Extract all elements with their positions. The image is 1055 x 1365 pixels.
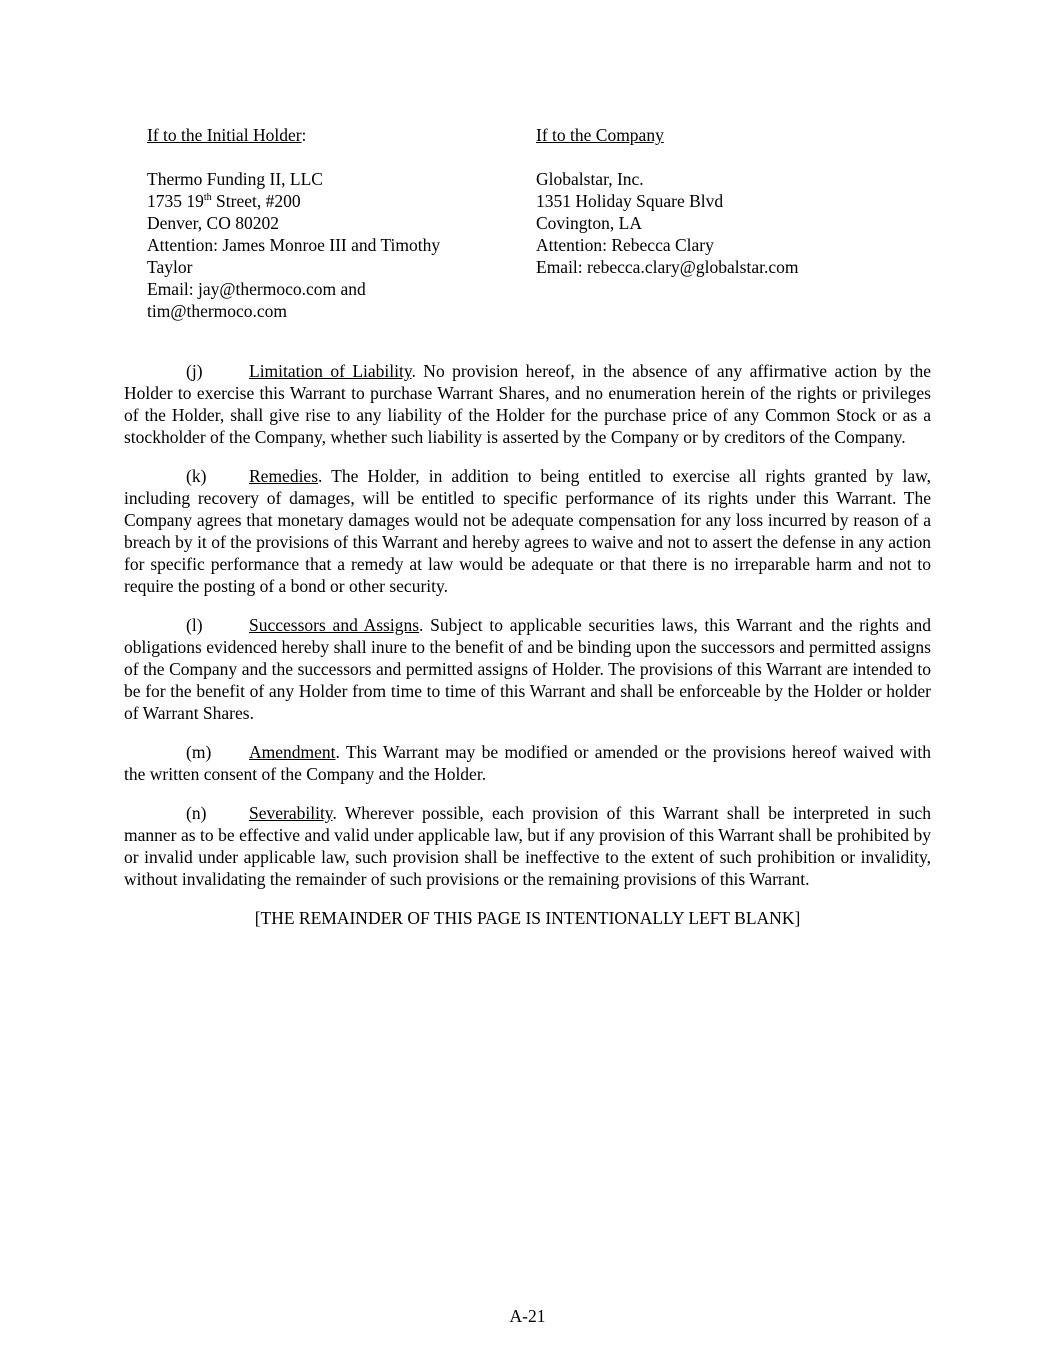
initial-holder-attention-cont: Taylor	[147, 257, 193, 277]
initial-holder-email: Email: jay@thermoco.com and	[147, 279, 366, 299]
company-email: Email: rebecca.clary@globalstar.com	[536, 257, 799, 277]
intentionally-blank-notice: [THE REMAINDER OF THIS PAGE IS INTENTIONALLY LEFT BLANK]	[254, 908, 801, 928]
company-street: 1351 Holiday Square Blvd	[536, 191, 724, 211]
section-title: Limitation of Liability	[249, 361, 412, 381]
initial-holder-email-cont: tim@thermoco.com	[147, 301, 288, 321]
company-city: Covington, LA	[536, 213, 642, 233]
initial-holder-attention: Attention: James Monroe III and Timothy	[147, 235, 441, 255]
initial-holder-heading: If to the Initial Holder:	[147, 125, 307, 145]
section-title: Amendment	[249, 742, 336, 762]
section-title: Remedies	[249, 466, 319, 486]
document-body	[124, 360, 931, 947]
section-j: (j) Limitation of Liability. No provision hereof, in the absence of any affirmative action by the Holder to exercise this Warrant to purchase Warrant Shares, and no enumeration herein of the rights or privileges of the Holder, shall give rise to any liability of the Holder for the purchase price of any Common Stock or as a stockholder of the Company, whether such liability is asserted by the Company or by creditors of the Company.	[124, 361, 931, 447]
section-n: (n) Severability. Wherever possible, each provision of this Warrant shall be interpreted in such manner as to be effective and valid under applicable law, but if any provision of this Warrant shall be prohibited by or invalid under applicable law, such provision shall be ineffective to the extent of such prohibition or invalidity, without invalidating the remainder of such provisions or the remaining provisions of this Warrant.	[124, 803, 931, 889]
initial-holder-address-block	[147, 124, 492, 322]
company-address-block	[536, 124, 936, 278]
initial-holder-street: 1735 19th Street, #200	[147, 191, 301, 211]
initial-holder-city: Denver, CO 80202	[147, 213, 279, 233]
section-l: (l) Successors and Assigns. Subject to applicable securities laws, this Warrant and the rights and obligations evidenced hereby shall inure to the benefit of and be binding upon the successors and permitted assigns of the Company and the successors and permitted assigns of Holder. The provisions of this Warrant are intended to be for the benefit of any Holder from time to time of this Warrant and shall be enforceable by the Holder or holder of Warrant Shares.	[124, 615, 931, 723]
section-title: Severability	[249, 803, 333, 823]
section-k: (k) Remedies. The Holder, in addition to being entitled to exercise all rights granted by law, including recovery of damages, will be entitled to specific performance of its rights under this Warrant. The Company agrees that monetary damages would not be adequate compensation for any loss incurred by reason of a breach by it of the provisions of this Warrant and hereby agrees to waive and not to assert the defense in any action for specific performance that a remedy at law would be adequate or that there is no irreparable harm and not to require the posting of a bond or other security.	[124, 466, 931, 596]
page-number: A-21	[509, 1306, 546, 1326]
section-title: Successors and Assigns	[249, 615, 420, 635]
company-heading: If to the Company	[536, 125, 664, 145]
section-m: (m) Amendment. This Warrant may be modified or amended or the provisions hereof waived with the written consent of the Company and the Holder.	[124, 742, 931, 784]
company-attention: Attention: Rebecca Clary	[536, 235, 714, 255]
company-name: Globalstar, Inc.	[536, 169, 644, 189]
initial-holder-name: Thermo Funding II, LLC	[147, 169, 323, 189]
